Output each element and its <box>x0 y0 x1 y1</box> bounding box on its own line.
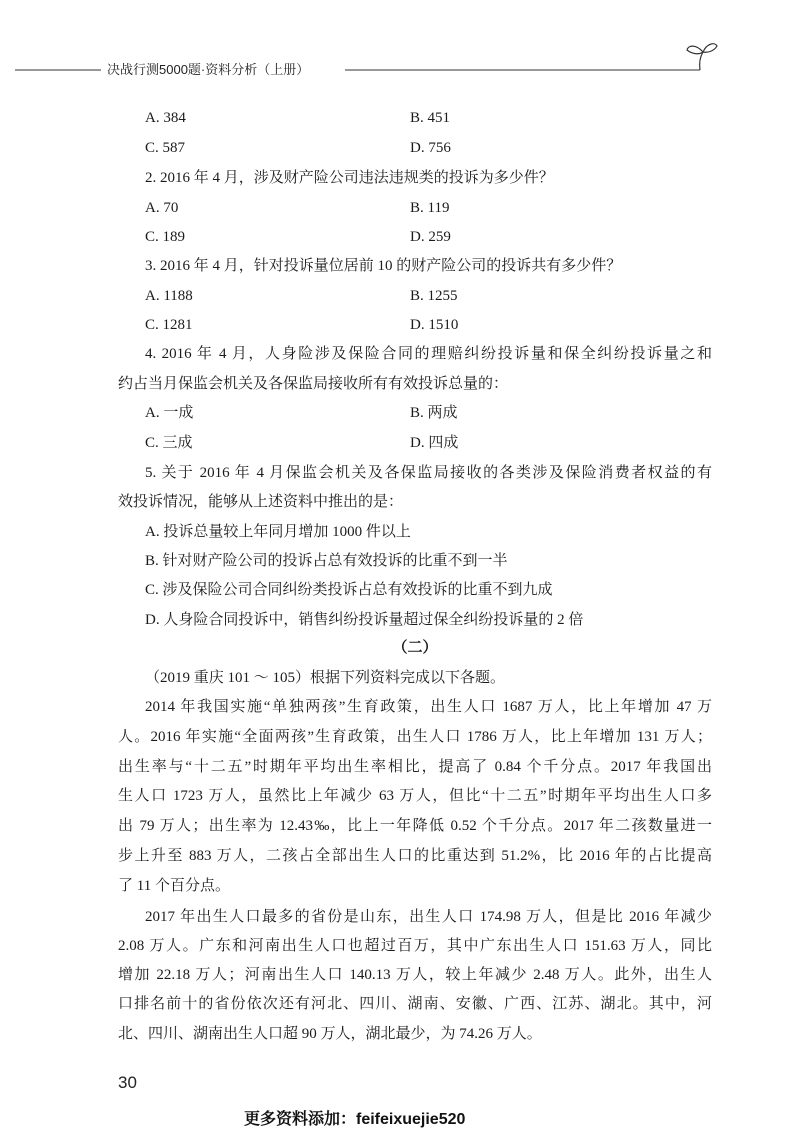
material-paragraph-2-line: 2.08 万人。广东和河南出生人口也超过百万，其中广东出生人口 151.63 万人，同比 <box>118 938 712 954</box>
question-3-option-a: A. 1188 <box>145 288 193 304</box>
question-2-option-c: C. 189 <box>145 229 186 245</box>
material-paragraph-2-line: 2017 年出生人口最多的省份是山东，出生人口 174.98 万人，但是比 2016 年减少 <box>145 909 712 925</box>
question-4-option-d: D. 四成 <box>410 435 459 451</box>
question-2-option-d: D. 259 <box>410 229 451 245</box>
question-2-option-a: A. 70 <box>145 200 179 216</box>
question-4-stem-line: 4. 2016 年 4 月，人身险涉及保险合同的理赔纠纷投诉量和保全纠纷投诉量之和 <box>145 346 712 362</box>
question-3-option-d: D. 1510 <box>410 317 459 333</box>
question-5-option-b: B. 针对财产险公司的投诉占总有效投诉的比重不到一半 <box>145 553 508 569</box>
material-paragraph-2-line: 北、四川、湖南出生人口超 90 万人，湖北最少，为 74.26 万人。 <box>118 1026 542 1042</box>
question-4-stem-line: 约占当月保监会机关及各保监局接收所有有效投诉总量的： <box>118 376 509 392</box>
prev-question-option-b: B. 451 <box>410 110 451 126</box>
prev-question-option-c: C. 587 <box>145 140 186 156</box>
material-paragraph-1-line: 人。2016 年实施“全面两孩”生育政策，出生人口 1786 万人，比上年增加 131 万人； <box>118 729 712 745</box>
page-number: 30 <box>118 1073 137 1092</box>
question-2-option-b: B. 119 <box>410 200 450 216</box>
question-5-option-d: D. 人身险合同投诉中，销售纠纷投诉量超过保全纠纷投诉量的 2 倍 <box>145 612 584 628</box>
section-heading: （二） <box>392 640 438 656</box>
question-5-stem-line: 5. 关于 2016 年 4 月保监会机关及各保监局接收的各类涉及保险消费者权益的有 <box>145 465 712 481</box>
question-5-stem-line: 效投诉情况，能够从上述资料中推出的是： <box>118 494 404 510</box>
question-2-stem: 2. 2016 年 4 月，涉及财产险公司违法违规类的投诉为多少件？ <box>145 170 554 186</box>
material-paragraph-1-line: 生人口 1723 万人，虽然比上年减少 63 万人，但比“十二五”时期年平均出生人口多 <box>118 788 712 804</box>
question-5-option-c: C. 涉及保险公司合同纠纷类投诉占总有效投诉的比重不到九成 <box>145 582 553 598</box>
header-title: 决战行测5000题·资料分析（上册） <box>107 62 310 77</box>
question-4-option-a: A. 一成 <box>145 405 194 421</box>
prev-question-option-a: A. 384 <box>145 110 186 126</box>
material-paragraph-2-line: 增加 22.18 万人；河南出生人口 140.13 万人，较上年减少 2.48 万人。此外，出生人 <box>118 967 712 983</box>
material-paragraph-1-line: 步上升至 883 万人，二孩占全部出生人口的比重达到 51.2%，比 2016 年的占比提高 <box>118 848 712 864</box>
question-5-option-a: A. 投诉总量较上年同月增加 1000 件以上 <box>145 524 411 540</box>
material-paragraph-1-line: 出 79 万人；出生率为 12.43‰，比上一年降低 0.52 个千分点。2017 年二孩数量进一 <box>118 818 712 834</box>
material-paragraph-1-line: 出生率与“十二五”时期年平均出生率相比，提高了 0.84 个千分点。2017 年我国出 <box>118 759 712 775</box>
question-4-option-b: B. 两成 <box>410 405 458 421</box>
question-3-option-b: B. 1255 <box>410 288 458 304</box>
section-source: （2019 重庆 101 ～ 105）根据下列资料完成以下各题。 <box>145 670 506 686</box>
material-paragraph-2-line: 口排名前十的省份依次还有河北、四川、湖南、安徽、广西、江苏、湖北。其中，河 <box>118 996 712 1012</box>
question-4-option-c: C. 三成 <box>145 435 193 451</box>
question-3-stem: 3. 2016 年 4 月，针对投诉量位居前 10 的财产险公司的投诉共有多少件？ <box>145 258 622 274</box>
footer-note: 更多资料添加：feifeixuejie520 <box>244 1111 466 1128</box>
material-paragraph-1-line: 2014 年我国实施“单独两孩”生育政策，出生人口 1687 万人，比上年增加 47 万 <box>145 699 712 715</box>
question-3-option-c: C. 1281 <box>145 317 193 333</box>
sprout-icon <box>687 44 717 70</box>
prev-question-option-d: D. 756 <box>410 140 451 156</box>
material-paragraph-1-line: 了 11 个百分点。 <box>118 878 230 894</box>
